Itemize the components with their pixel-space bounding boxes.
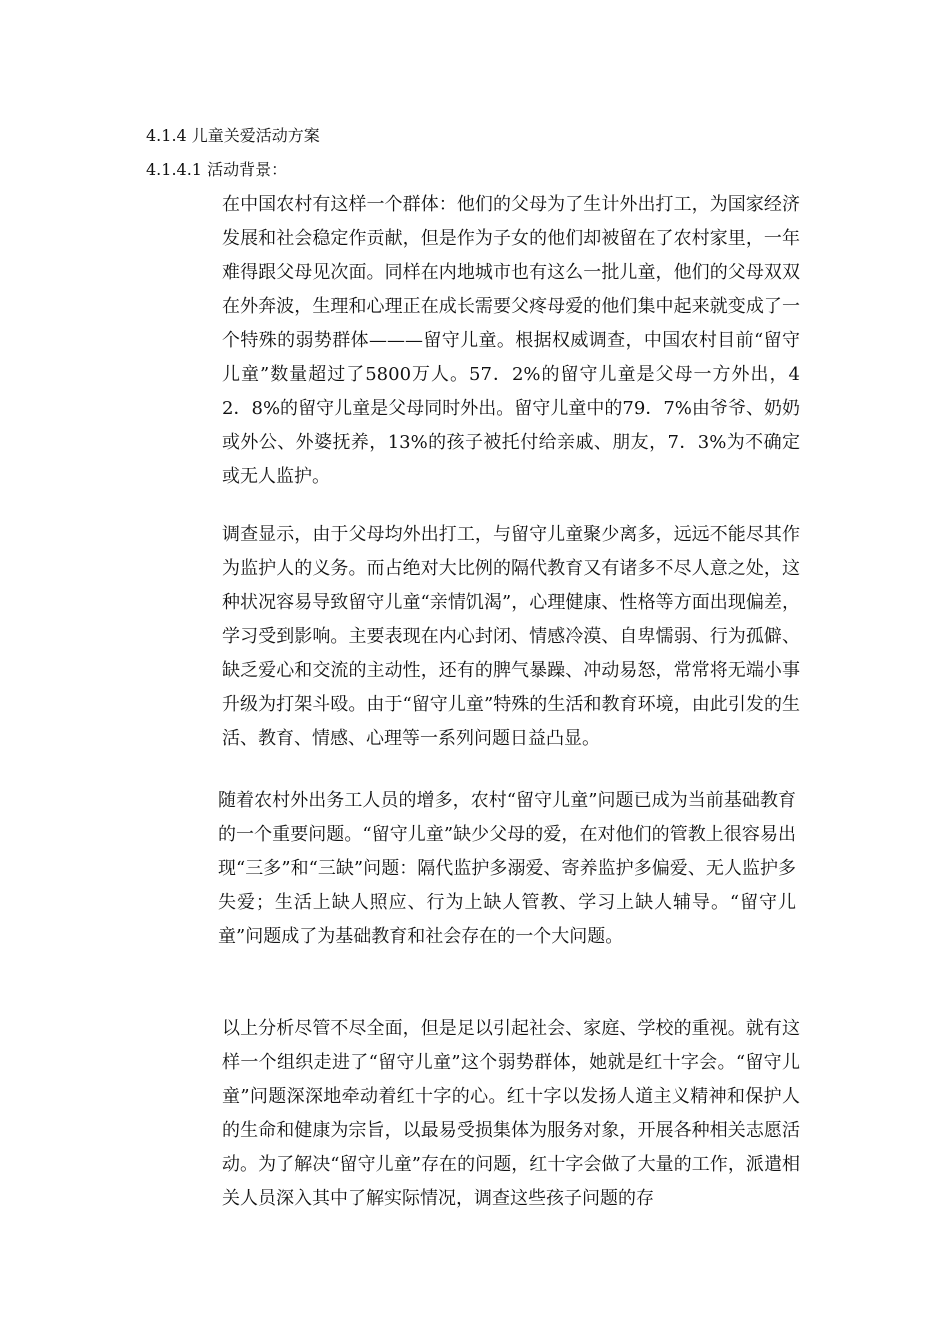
background-paragraph-4: 以上分析尽管不尽全面，但是足以引起社会、家庭、学校的重视。就有这样一个组织走进了“留守儿童”这个弱势群体，她就是红十字会。“留守儿童”问题深深地牵动着红十字的心。红十字以发扬人道主义精神和保护人的生命和健康为宗旨，以最易受损集体为服务对象，开展各种相关志愿活动。为了解决“留守儿童”存在的问题，红十字会做了大量的工作，派遣相关人员深入其中了解实际情况，调查这些孩子问题的存 <box>222 1018 800 1209</box>
background-paragraph-3: 随着农村外出务工人员的增多，农村“留守儿童”问题已成为当前基础教育的一个重要问题。“留守儿童”缺少父母的爱，在对他们的管教上很容易出现“三多”和“三缺”问题：隔代监护多溺爱、寄养监护多偏爱、无人监护多失爱；生活上缺人照应、行为上缺人管教、学习上缺人辅导。“留守儿童”问题成了为基础教育和社会存在的一个大问题。 <box>218 790 796 947</box>
background-paragraph-1: 在中国农村有这样一个群体：他们的父母为了生计外出打工，为国家经济发展和社会稳定作贡献，但是作为子女的他们却被留在了农村家里，一年难得跟父母见次面。同样在内地城市也有这么一批儿童，他们的父母双双在外奔波，生理和心理正在成长需要父疼母爱的他们集中起来就变成了一个特殊的弱势群体———留守儿童。根据权威调查，中国农村目前“留守儿童”数量超过了5800万人。57．2%的留守儿童是父母一方外出，42．8%的留守儿童是父母同时外出。留守儿童中的79．7%由爷爷、奶奶或外公、外婆抚养，13%的孩子被托付给亲戚、朋友，7．3%为不确定或无人监护。 <box>222 194 800 487</box>
subsection-heading: 4.1.4.1 活动背景： <box>146 160 288 179</box>
section-heading: 4.1.4 儿童关爱活动方案 <box>146 126 320 145</box>
background-paragraph-2: 调查显示，由于父母均外出打工，与留守儿童聚少离多，远远不能尽其作为监护人的义务。而占绝对大比例的隔代教育又有诸多不尽人意之处，这种状况容易导致留守儿童“亲情饥渴”，心理健康、性格等方面出现偏差，学习受到影响。主要表现在内心封闭、情感冷漠、自卑懦弱、行为孤僻、缺乏爱心和交流的主动性，还有的脾气暴躁、冲动易怒，常常将无端小事升级为打架斗殴。由于“留守儿童”特殊的生活和教育环境，由此引发的生活、教育、情感、心理等一系列问题日益凸显。 <box>222 524 800 749</box>
